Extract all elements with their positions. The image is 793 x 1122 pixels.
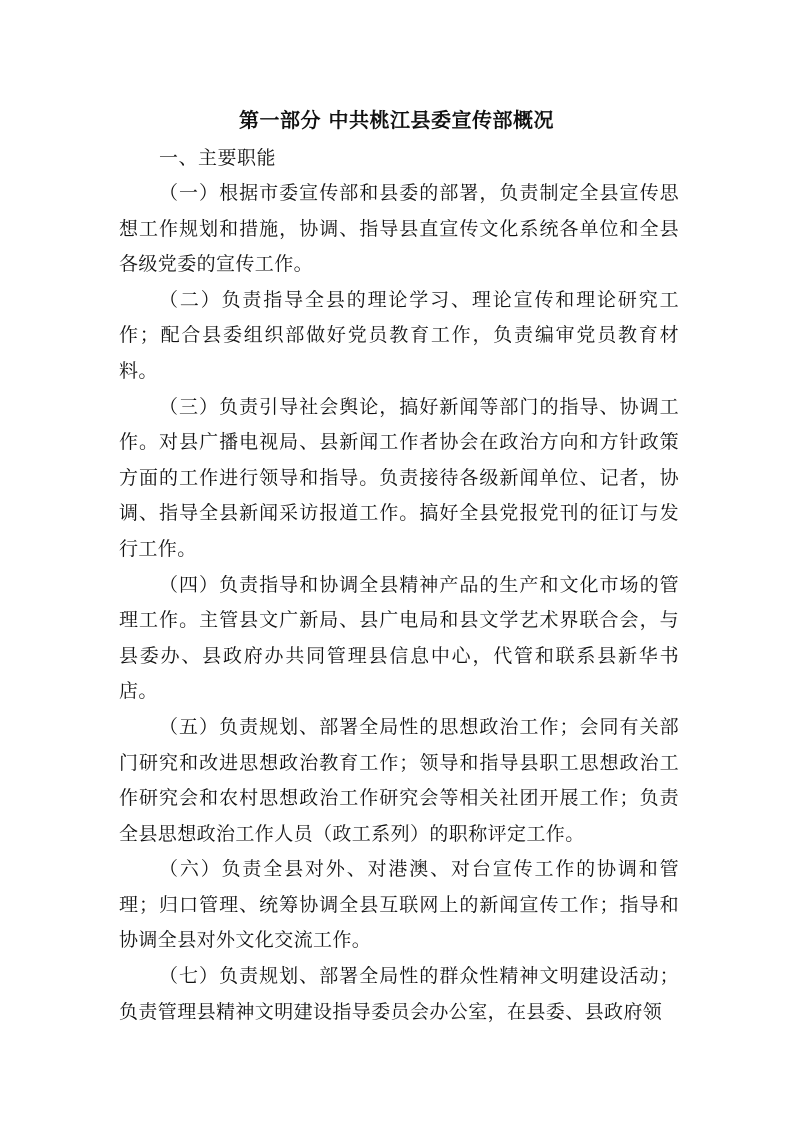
paragraph-4: （四）负责指导和协调全县精神产品的生产和文化市场的管理工作。主管县文广新局、县广电局和县文学艺术界联合会，与县委办、县政府办共同管理县信息中心，代管和联系县新华书店。 bbox=[119, 573, 679, 703]
paragraph-5: （五）负责规划、部署全局性的思想政治工作；会同有关部门研究和改进思想政治教育工作；领导和指导县职工思想政治工作研究会和农村思想政治工作研究会等相关社团开展工作；负责全县思想政治工作人员（政工系列）的职称评定工作。 bbox=[119, 715, 679, 845]
paragraph-6: （六）负责全县对外、对港澳、对台宣传工作的协调和管理；归口管理、统筹协调全县互联网上的新闻宣传工作；指导和协调全县对外文化交流工作。 bbox=[119, 858, 679, 952]
document-body bbox=[119, 140, 679, 1030]
page-title: 第一部分 中共桃江县委宣传部概况 bbox=[239, 108, 554, 132]
paragraph-1: （一）根据市委宣传部和县委的部署，负责制定全县宣传思想工作规划和措施，协调、指导县直宣传文化系统各单位和全县各级党委的宣传工作。 bbox=[119, 182, 679, 276]
paragraph-7: （七）负责规划、部署全局性的群众性精神文明建设活动；负责管理县精神文明建设指导委员会办公室，在县委、县政府领 bbox=[119, 965, 679, 1023]
paragraph-3: （三）负责引导社会舆论，搞好新闻等部门的指导、协调工作。对县广播电视局、县新闻工作者协会在政治方向和方针政策方面的工作进行领导和指导。负责接待各级新闻单位、记者，协调、指导全县新闻采访报道工作。搞好全县党报党刊的征订与发行工作。 bbox=[119, 395, 679, 560]
section-heading: 一、主要职能 bbox=[159, 147, 277, 169]
paragraph-2: （二）负责指导全县的理论学习、理论宣传和理论研究工作；配合县委组织部做好党员教育工作，负责编审党员教育材料。 bbox=[119, 288, 679, 382]
